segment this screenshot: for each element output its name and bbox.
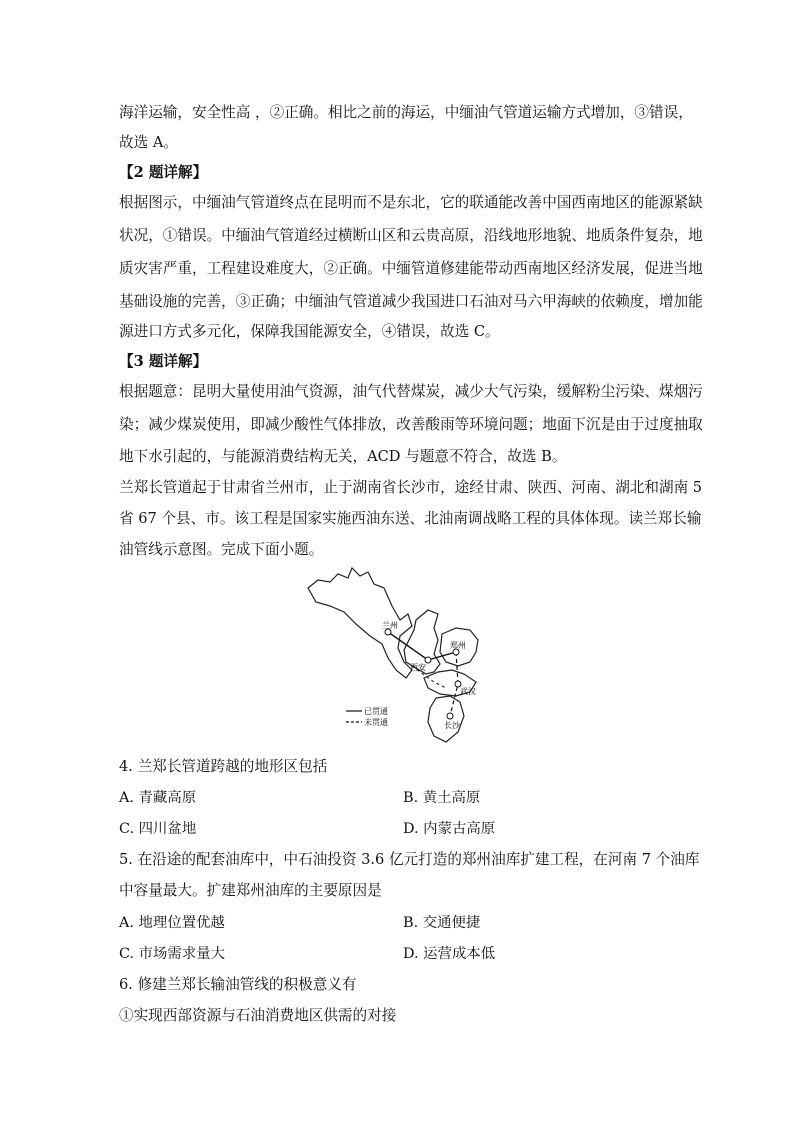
city-changsha-marker bbox=[447, 713, 453, 719]
text-line: 海洋运输，安全性高 ，②正确。相比之前的海运，中缅油气管道运输方式增加，③错误， bbox=[119, 104, 693, 121]
q5-option-b[interactable]: B. 交通便捷 bbox=[403, 915, 481, 931]
city-label-lanzhou: 兰州 bbox=[382, 621, 398, 630]
question-6-item: ①实现西部资源与石油消费地区供需的对接 bbox=[119, 1007, 397, 1024]
text-line: 油管线示意图。完成下面小题。 bbox=[119, 541, 324, 558]
q4-option-a[interactable]: A. 青藏高原 bbox=[119, 790, 197, 806]
section-heading: 【2 题详解】 bbox=[119, 164, 208, 181]
text-line: 质灾害严重，工程建设难度大，②正确。中缅管道修建能带动西南地区经济发展，促进当地 bbox=[119, 260, 703, 277]
city-label-xian: 西安 bbox=[410, 663, 426, 672]
q4-option-d[interactable]: D. 内蒙古高原 bbox=[403, 821, 496, 837]
question-5-stem: 5. 在沿途的配套油库中，中石油投资 3.6 亿元打造的郑州油库扩建工程，在河南 7 个油库 bbox=[119, 851, 700, 868]
hunan-outline bbox=[428, 696, 464, 742]
q4-option-b[interactable]: B. 黄土高原 bbox=[403, 790, 481, 806]
legend-completed-label: 已贯通 bbox=[364, 707, 388, 716]
text-line: 状况，①错误。中缅油气管道经过横断山区和云贵高原，沿线地形地貌、地质条件复杂，地 bbox=[119, 227, 703, 244]
text-line: 根据题意：昆明大量使用油气资源，油气代替煤炭，减少大气污染，缓解粉尘污染、煤烟污 bbox=[119, 383, 703, 400]
section-heading: 【3 题详解】 bbox=[119, 353, 208, 370]
text-line: 省 67 个县、市。该工程是国家实施西油东送、北油南调战略工程的具体体现。读兰郑长输 bbox=[119, 510, 702, 527]
text-line: 根据图示，中缅油气管道终点在昆明而不是东北，它的联通能改善中国西南地区的能源紧缺 bbox=[119, 194, 703, 211]
city-label-wuhan: 武汉 bbox=[460, 687, 476, 696]
pipeline-map bbox=[300, 566, 500, 748]
text-line: 染；减少煤炭使用，即减少酸性气体排放，改善酸雨等环境问题；地面下沉是由于过度抽取 bbox=[119, 416, 703, 433]
question-6-stem: 6. 修建兰郑长输油管线的积极意义有 bbox=[119, 976, 357, 993]
q4-option-c[interactable]: C. 四川盆地 bbox=[119, 821, 197, 837]
q5-option-d[interactable]: D. 运营成本低 bbox=[403, 946, 496, 962]
question-5-stem: 中容量最大。扩建郑州油库的主要原因是 bbox=[119, 882, 382, 899]
legend-unfinished-label: 未贯通 bbox=[364, 718, 388, 727]
city-label-changsha: 长沙 bbox=[444, 721, 460, 730]
text-line: 基础设施的完善，③正确；中缅油气管道减少我国进口石油对马六甲海峡的依赖度，增加能 bbox=[119, 293, 703, 310]
q5-option-a[interactable]: A. 地理位置优越 bbox=[119, 915, 225, 931]
text-line: 地下水引起的，与能源消费结构无关，ACD 与题意不符合，故选 B。 bbox=[119, 448, 567, 465]
text-line: 源进口方式多元化，保障我国能源安全，④错误，故选 C。 bbox=[119, 323, 500, 340]
q5-option-c[interactable]: C. 市场需求量大 bbox=[119, 946, 225, 962]
city-label-zhengzhou: 郑州 bbox=[450, 641, 466, 650]
text-line: 故选 A。 bbox=[119, 134, 178, 151]
question-4-stem: 4. 兰郑长管道跨越的地形区包括 bbox=[119, 758, 328, 775]
text-line: 兰郑长管道起于甘肃省兰州市，止于湖南省长沙市，途经甘肃、陕西、河南、湖北和湖南 5 bbox=[119, 479, 703, 496]
